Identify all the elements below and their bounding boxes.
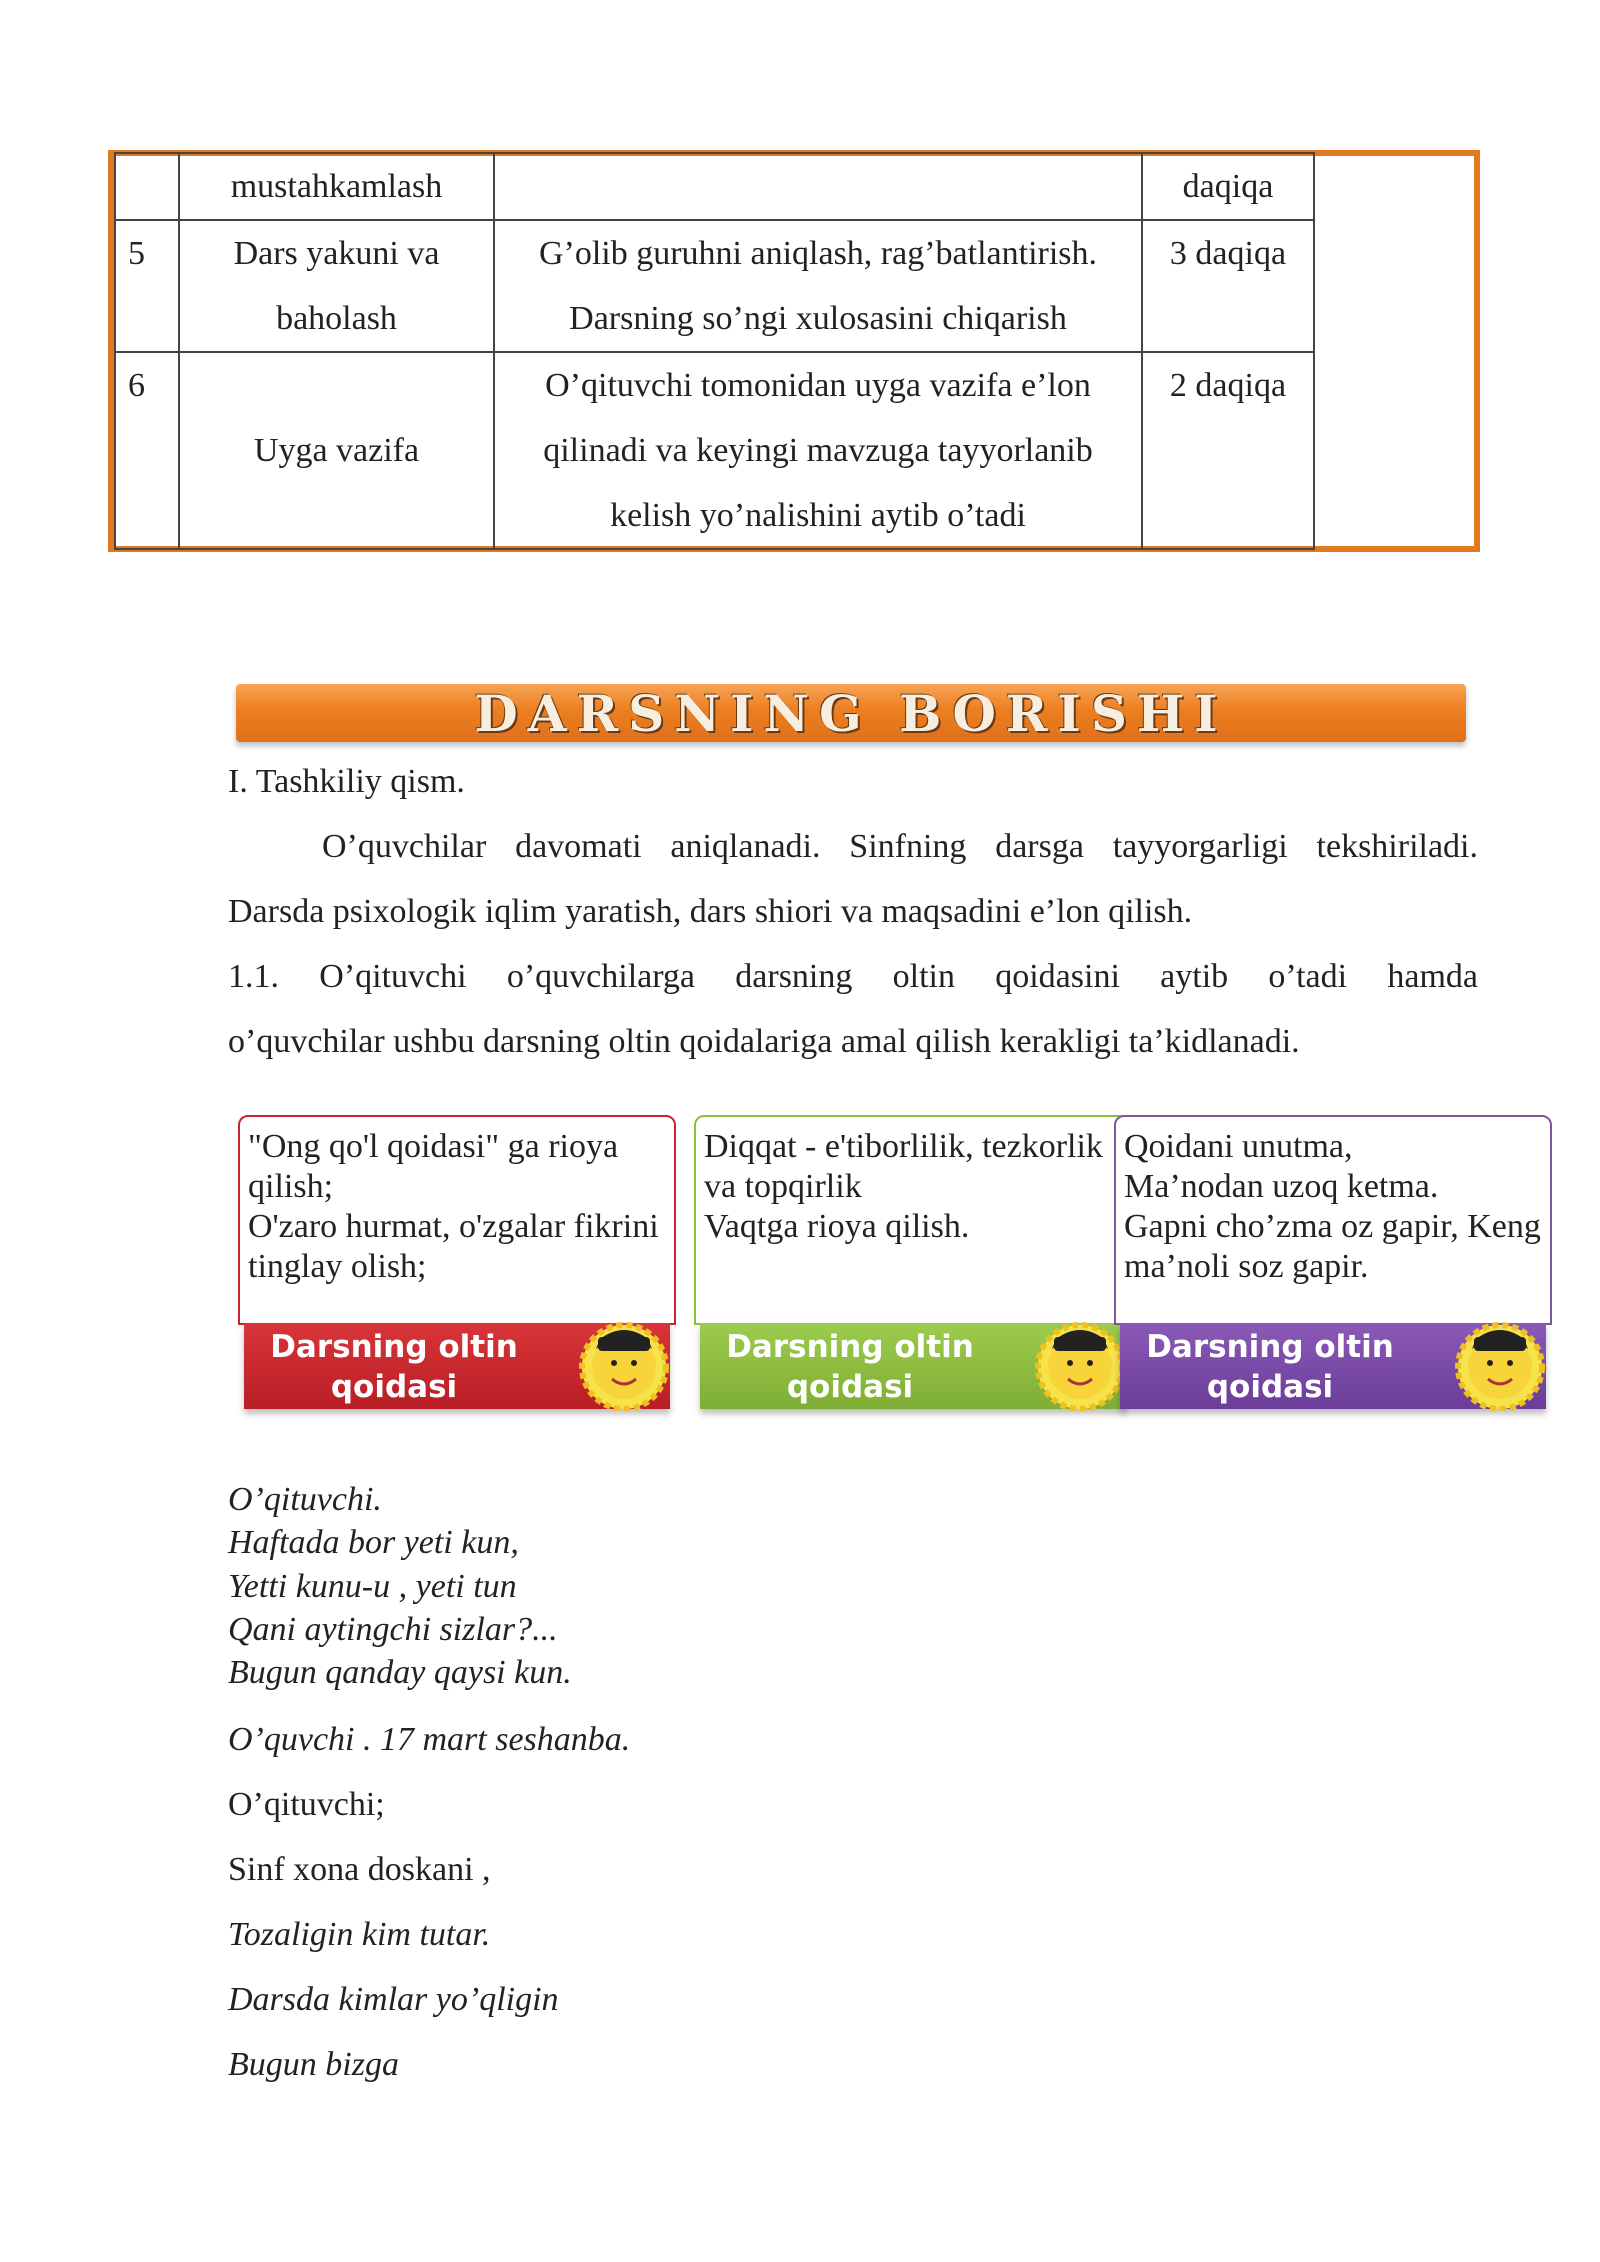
speaker-label: O’qituvchi. — [228, 1481, 382, 1518]
poem-line: Haftada bor yeti kun, — [228, 1524, 519, 1561]
lesson-plan-table — [114, 152, 1315, 550]
poem-line: Bugun bizga — [228, 2046, 399, 2083]
stage-cell: Dars yakuni va baholash — [179, 220, 494, 352]
rule-card-text: "Ong qo'l qoidasi" ga rioya qilish; O'zaro hurmat, o'zgalar fikrini tinglay olish; — [238, 1115, 676, 1325]
row-number — [115, 153, 179, 220]
poem-line: Yetti kunu-u , yeti tun — [228, 1568, 517, 1605]
paragraph-line: O’quvchilar davomati aniqlanadi. Sinfning darsga tayyorgarligi tekshiriladi. — [322, 828, 1478, 865]
pupil-reply: O’quvchi . 17 mart seshanba. — [228, 1721, 631, 1758]
table-row — [115, 153, 1314, 220]
rule-card-label: Darsning oltin qoidasi — [270, 1329, 518, 1405]
paragraph-line: 1.1. O’qituvchi o’quvchilarga darsning oltin qoidasini aytib o’tadi hamda — [228, 958, 1478, 995]
rule-card-label-bar — [1120, 1323, 1546, 1409]
rule-card-red — [238, 1115, 676, 1407]
poem-line: Bugun qanday qaysi kun. — [228, 1654, 572, 1691]
rule-card-label: Darsning oltin qoidasi — [726, 1329, 974, 1405]
row-number: 5 — [115, 220, 179, 352]
row-number: 6 — [115, 352, 179, 549]
table-row — [115, 352, 1314, 549]
table-row — [115, 220, 1314, 352]
rule-card-text: Qoidani unutma, Ma’nodan uzoq ketma. Gapni cho’zma oz gapir, Keng ma’noli soz gapir. — [1114, 1115, 1552, 1325]
time-cell: 2 daqiqa — [1142, 352, 1314, 549]
rule-card-label-bar — [700, 1323, 1126, 1409]
paragraph-line: o’quvchilar ushbu darsning oltin qoidalariga amal qilish kerakligi ta’kidlanadi. — [228, 1023, 1300, 1060]
section-banner — [236, 684, 1466, 742]
rule-card-label-bar — [244, 1323, 670, 1409]
time-cell: daqiqa — [1142, 153, 1314, 220]
rule-card-green — [694, 1115, 1132, 1407]
stage-cell: Uyga vazifa — [179, 352, 494, 549]
rule-card-purple — [1114, 1115, 1552, 1407]
sun-face-icon — [1450, 1311, 1550, 1411]
paragraph-line: Darsda psixologik iqlim yaratish, dars shiori va maqsadini e’lon qilish. — [228, 893, 1193, 930]
poem-line: Darsda kimlar yo’qligin — [228, 1981, 559, 2018]
poem-line: Qani aytingchi sizlar?... — [228, 1611, 558, 1648]
description-cell — [494, 153, 1142, 220]
time-cell: 3 daqiqa — [1142, 220, 1314, 352]
rule-card-label: Darsning oltin qoidasi — [1146, 1329, 1394, 1405]
poem-line: Sinf xona doskani , — [228, 1851, 491, 1888]
sun-face-icon — [574, 1311, 674, 1411]
banner-title: DARSNING BORISHI — [474, 683, 1228, 743]
section-heading: I. Tashkiliy qism. — [228, 763, 465, 800]
speaker-label: O’qituvchi; — [228, 1786, 385, 1823]
stage-cell: mustahkamlash — [179, 153, 494, 220]
description-cell: G’olib guruhni aniqlash, rag’batlantirish. Darsning so’ngi xulosasini chiqarish — [494, 220, 1142, 352]
rule-card-text: Diqqat - e'tiborlilik, tezkorlik va topqirlik Vaqtga rioya qilish. — [694, 1115, 1132, 1325]
poem-line: Tozaligin kim tutar. — [228, 1916, 491, 1953]
description-cell: O’qituvchi tomonidan uyga vazifa e’lon qilinadi va keyingi mavzuga tayyorlanib kelish yo’nalishini aytib o’tadi — [494, 352, 1142, 549]
